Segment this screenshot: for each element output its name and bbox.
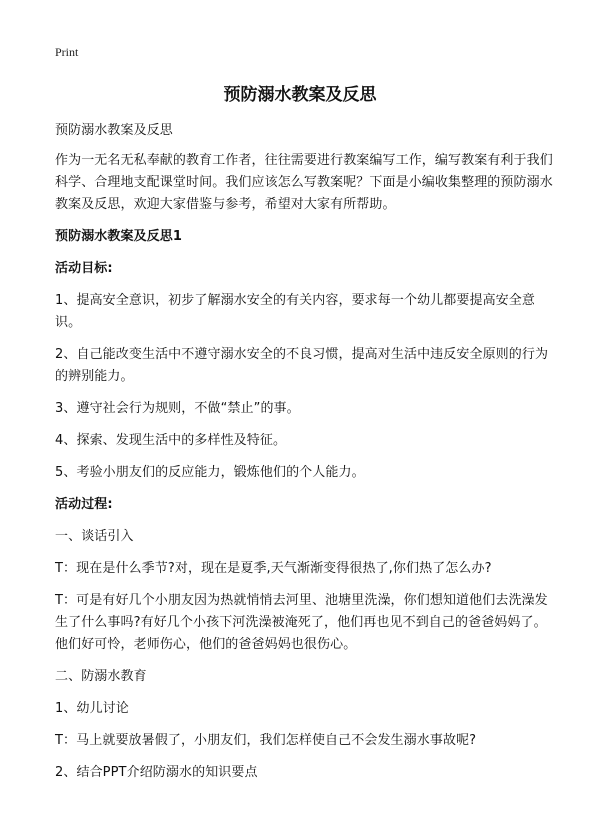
goal-item: 5、考验小朋友们的反应能力，锻炼他们的个人能力。	[55, 465, 365, 480]
subtitle: 预防溺水教案及反思	[55, 123, 173, 138]
process-item: 二、防溺水教育	[55, 669, 147, 684]
section-heading: 预防溺水教案及反思1	[55, 229, 183, 244]
process-item: 2、结合PPT介绍防溺水的知识要点	[55, 765, 258, 780]
process-item: T：马上就要放暑假了，小朋友们，我们怎样使自己不会发生溺水事故呢?	[55, 733, 477, 748]
goals-heading: 活动目标:	[55, 261, 113, 276]
goal-item: 1、提高安全意识，初步了解溺水安全的有关内容，要求每一个幼儿都要提高安全意识。	[55, 293, 535, 330]
page-title: 预防溺水教案及反思	[223, 85, 377, 105]
goal-item: 4、探索、发现生活中的多样性及特征。	[55, 433, 287, 448]
process-item: T：可是有好几个小朋友因为热就悄悄去河里、池塘里洗澡，你们想知道他们去洗澡发生了什么事吗?有好几个小孩下河洗澡被淹死了，他们再也见不到自己的爸爸妈妈了。他们好可怜，老师伤心，他们的爸爸妈妈也很伤心。	[55, 593, 548, 652]
process-item: 1、幼儿讨论	[55, 701, 129, 716]
print-link[interactable]: Print	[55, 45, 79, 59]
goal-item: 3、遵守社会行为规则，不做“禁止”的事。	[55, 401, 300, 416]
process-heading: 活动过程:	[55, 497, 113, 512]
process-item: T：现在是什么季节?对，现在是夏季,天气渐渐变得很热了,你们热了怎么办?	[55, 561, 492, 576]
document-body	[55, 120, 555, 794]
intro-paragraph: 作为一无名无私奉献的教育工作者，往往需要进行教案编写工作，编写教案有利于我们科学、合理地支配课堂时间。我们应该怎么写教案呢？下面是小编收集整理的预防溺水教案及反思，欢迎大家借鉴与参考，希望对大家有所帮助。	[55, 153, 553, 212]
process-item: 一、谈话引入	[55, 529, 134, 544]
goal-item: 2、自己能改变生活中不遵守溺水安全的不良习惯，提高对生活中违反安全原则的行为的辨别能力。	[55, 347, 549, 384]
